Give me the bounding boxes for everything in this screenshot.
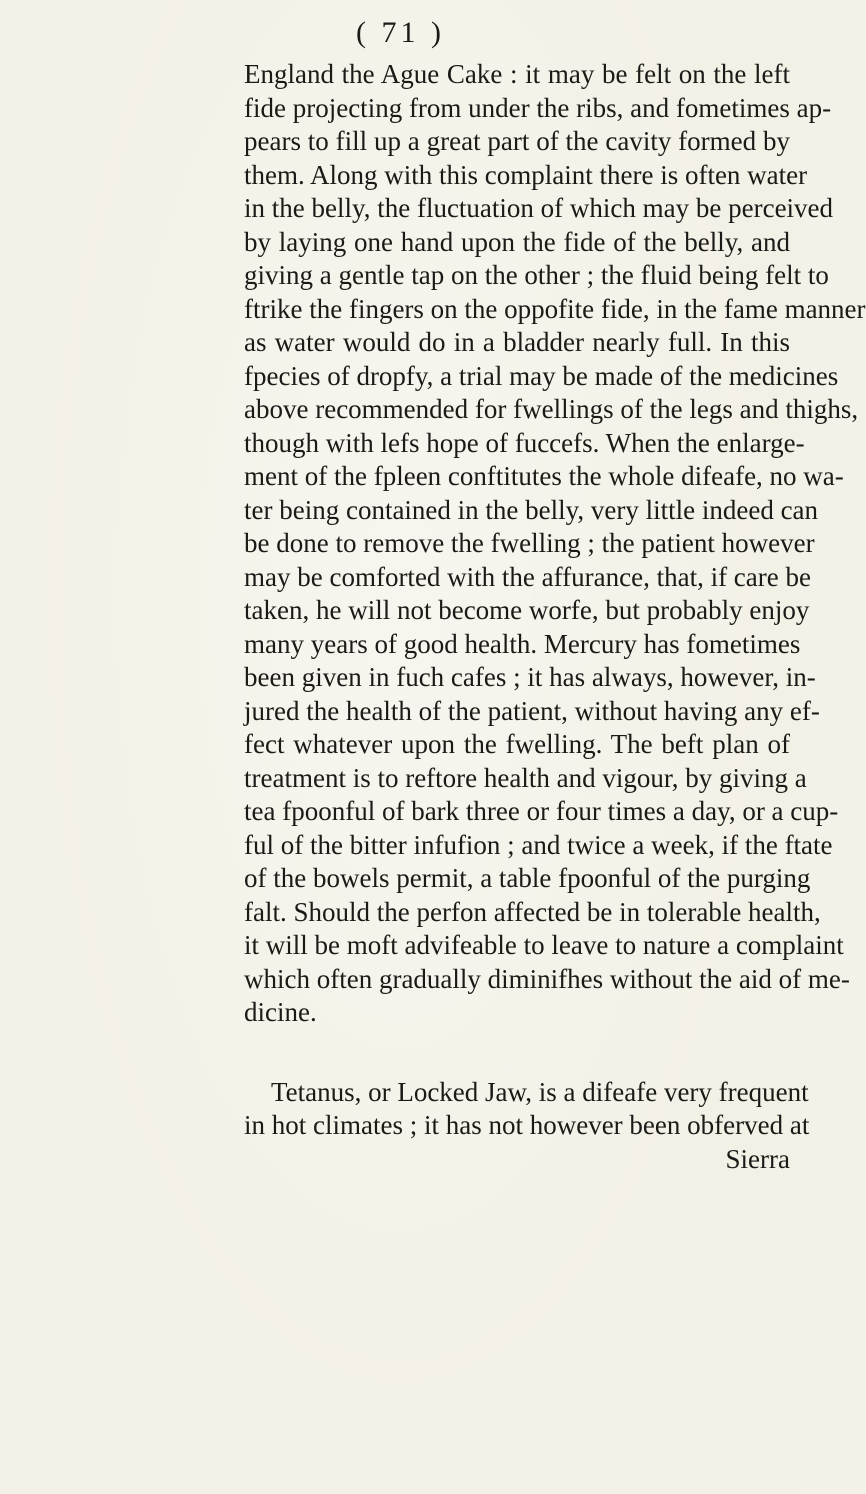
text-line: dicine.: [244, 997, 317, 1027]
text-line: by laying one hand upon the fide of the belly, and: [244, 226, 790, 257]
text-line: giving a gentle tap on the other ; the fluid being felt to: [244, 260, 829, 290]
text-line: ful of the bitter infufion ; and twice a week, if the ftate: [244, 829, 833, 860]
text-line: England the Ague Cake : it may be felt on the left: [244, 59, 790, 89]
text-line: many years of good health. Mercury has fometimes: [244, 628, 801, 659]
text-line: which often gradually diminifhes without the aid of me-: [244, 963, 850, 994]
text-line: in hot climates ; it has not however been obferved at: [244, 1110, 810, 1140]
text-line: pears to fill up a great part of the cavity formed by: [244, 126, 790, 156]
text-line: them. Along with this complaint there is often water: [244, 159, 808, 190]
text-line: though with lefs hope of fuccefs. When the enlarge-: [244, 427, 805, 458]
body-text: [244, 58, 866, 1176]
text-line: may be comforted with the affurance, that, if care be: [244, 561, 811, 592]
text-line: falt. Should the perfon affected be in tolerable health,: [244, 896, 821, 927]
text-line: fide projecting from under the ribs, and fometimes ap-: [244, 92, 832, 123]
text-line: it will be moft advifeable to leave to nature a complaint: [244, 930, 844, 960]
text-line: be done to remove the fwelling ; the patient however: [244, 528, 815, 558]
text-line: jured the health of the patient, without having any ef-: [244, 695, 820, 726]
text-line: of the bowels permit, a table fpoonful of the purging: [244, 863, 811, 893]
text-line: Tetanus, or Locked Jaw, is a difeafe very frequent: [271, 1076, 809, 1107]
text-line: above recommended for fwellings of the legs and thighs,: [244, 394, 859, 424]
text-line: ftrike the fingers on the oppofite fide, in the fame manner: [244, 293, 866, 324]
text-line: tea fpoonful of bark three or four times a day, or a cup-: [244, 796, 839, 826]
catchword: Sierra: [725, 1143, 790, 1174]
text-line: fect whatever upon the fwelling. The beft plan of: [244, 729, 790, 759]
text-line: ter being contained in the belly, very little indeed can: [244, 494, 819, 525]
text-line: as water would do in a bladder nearly full. In this: [244, 327, 790, 357]
text-line: been given in fuch cafes ; it has always, however, in-: [244, 662, 816, 692]
text-line: treatment is to reftore health and vigour, by giving a: [244, 762, 807, 793]
text-line: fpecies of dropfy, a trial may be made of the medicines: [244, 360, 839, 391]
paragraph-gap: [244, 1030, 790, 1076]
text-line: in the belly, the fluctuation of which may be perceived: [244, 193, 834, 223]
text-line: taken, he will not become worfe, but probably enjoy: [244, 595, 810, 625]
page-number: ( 71 ): [356, 16, 445, 49]
text-line: ment of the fpleen conftitutes the whole difeafe, no wa-: [244, 461, 844, 491]
